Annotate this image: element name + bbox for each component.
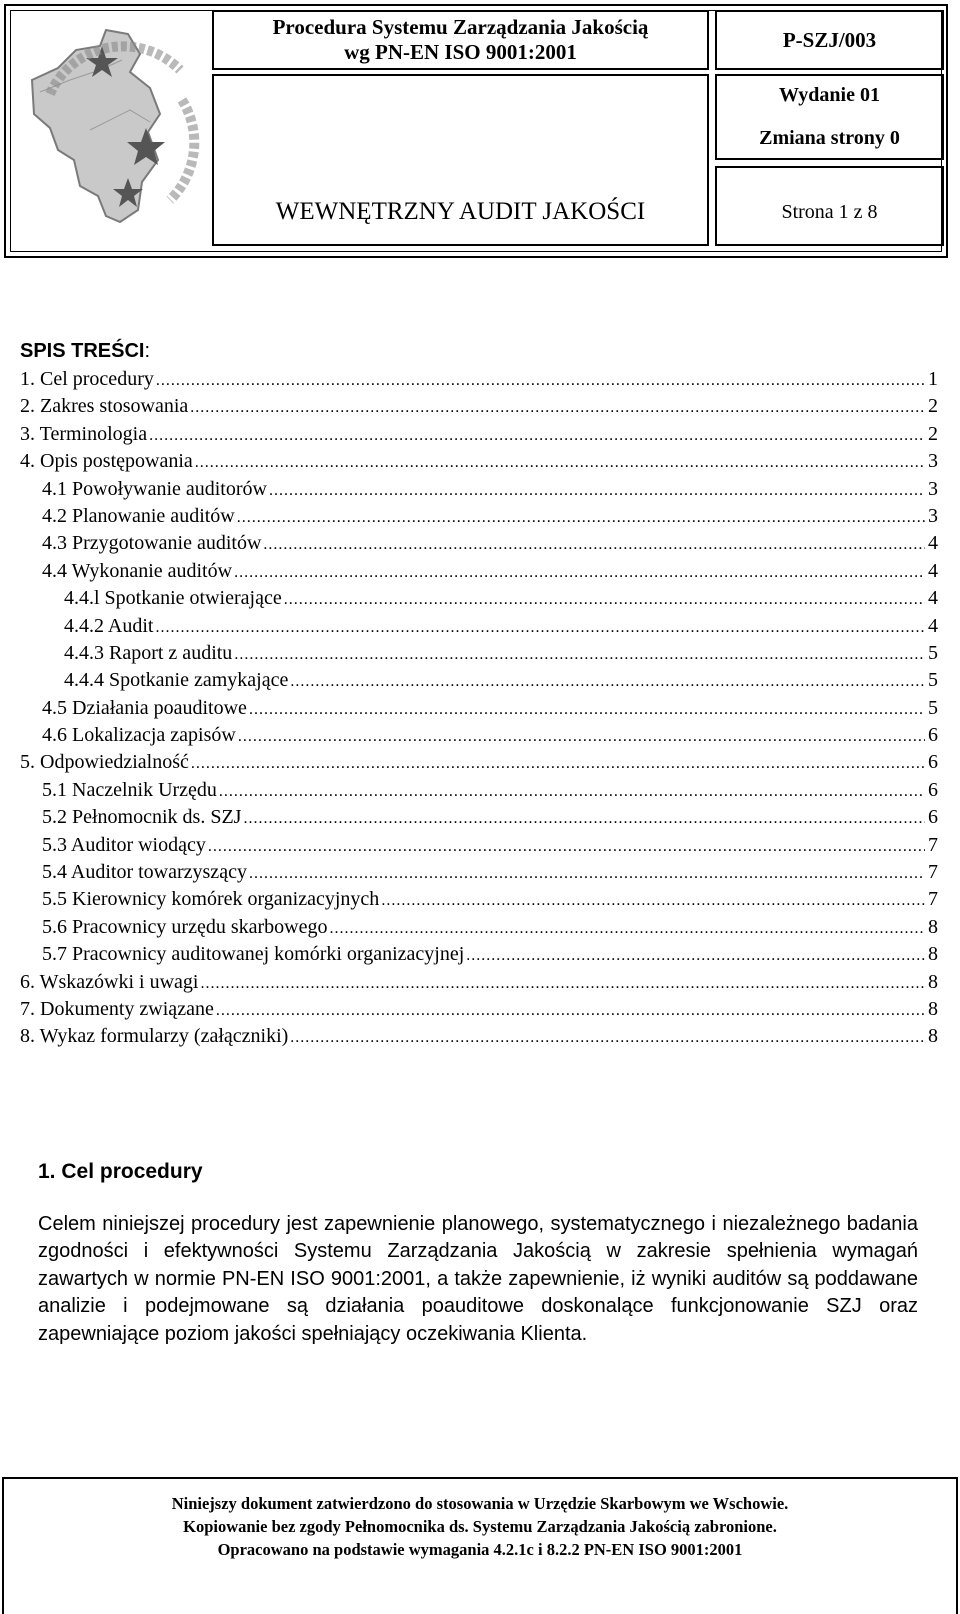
toc-dot-leader <box>249 860 925 887</box>
toc-entry <box>20 914 938 941</box>
toc-entry-page: 4 <box>928 614 938 637</box>
toc-dot-leader <box>219 778 925 805</box>
toc-entry-page: 1 <box>928 368 938 390</box>
footer-line-3: Opracowano na podstawie wymagania 4.2.1c i 8.2.2 PN-EN ISO 9001:2001 <box>217 1540 743 1559</box>
toc-entry <box>20 969 938 996</box>
toc-dot-leader <box>237 504 925 531</box>
procedure-name: WEWNĘTRZNY AUDIT JAKOŚCI <box>212 74 709 246</box>
toc-entry-page: 7 <box>928 861 938 884</box>
toc-entry-page: 2 <box>928 422 938 445</box>
toc-entry-page: 4 <box>928 532 938 555</box>
toc-dot-leader <box>243 805 925 832</box>
toc-entry <box>20 749 938 776</box>
toc-entry-label: 5.2 Pełnomocnik ds. SZJ <box>42 804 243 831</box>
toc-entry-label: 5.1 Naczelnik Urzędu <box>42 777 219 804</box>
toc-entry-page: 2 <box>928 395 938 418</box>
toc-entry-page: 5 <box>928 696 938 719</box>
toc-entry <box>20 476 938 503</box>
toc-dot-leader <box>208 833 925 860</box>
toc-entry-page: 7 <box>928 888 938 911</box>
toc-dot-leader <box>263 531 925 558</box>
toc-dot-leader <box>290 668 925 695</box>
toc-entry-label: 7. Dokumenty związane <box>20 996 216 1023</box>
toc-dot-leader <box>381 887 925 914</box>
procedure-code: P-SZJ/003 <box>715 10 944 70</box>
toc-entry <box>20 421 938 448</box>
toc-entry <box>20 585 938 612</box>
toc-entry-label: 5.4 Auditor towarzyszący <box>42 859 249 886</box>
toc-entry-page: 8 <box>928 970 938 993</box>
toc-entry-label: 5.5 Kierownicy komórek organizacyjnych <box>42 886 381 913</box>
toc-entry <box>20 695 938 722</box>
toc-entry-label: 2. Zakres stosowania <box>20 393 190 420</box>
toc-entry-label: 4.2 Planowanie auditów <box>42 503 237 530</box>
section-heading: 1. Cel procedury <box>38 1160 203 1183</box>
toc-entry-page: 6 <box>928 724 938 747</box>
toc-dot-leader <box>149 422 925 449</box>
toc-entry <box>20 503 938 530</box>
toc-entry <box>20 859 938 886</box>
page-number: Strona 1 z 8 <box>715 166 944 246</box>
toc-entry <box>20 1023 938 1050</box>
edition-label: Wydanie 01 <box>779 84 880 106</box>
toc-entry-page: 6 <box>928 806 938 829</box>
toc-entry <box>20 640 938 667</box>
toc-entry-page: 6 <box>928 778 938 801</box>
toc-entry-label: 1. Cel procedury <box>20 366 156 393</box>
toc-entry-page: 8 <box>928 1025 938 1048</box>
toc-entry-label: 5.3 Auditor wiodący <box>42 832 208 859</box>
toc-entry <box>20 722 938 749</box>
footer-line-1: Niniejszy dokument zatwierdzono do stosowania w Urzędzie Skarbowym we Wschowie. <box>171 1494 789 1513</box>
toc-dot-leader <box>466 942 925 969</box>
toc-dot-leader <box>191 750 925 777</box>
toc-dot-leader <box>156 367 925 394</box>
toc-entry-page: 3 <box>928 504 938 527</box>
toc-title-colon: : <box>144 340 151 362</box>
toc-entry-label: 4.3 Przygotowanie auditów <box>42 530 263 557</box>
footer-line-2: Kopiowanie bez zgody Pełnomocnika ds. Systemu Zarządzania Jakością zabronione. <box>183 1517 777 1536</box>
toc-entry <box>20 393 938 420</box>
toc-entry-page: 5 <box>928 641 938 664</box>
toc-dot-leader <box>290 1024 925 1051</box>
toc-entry-page: 8 <box>928 997 938 1020</box>
toc-entry <box>20 832 938 859</box>
toc-entry-label: 5. Odpowiedzialność <box>20 749 191 776</box>
toc-entry-page: 6 <box>928 751 938 774</box>
toc-title <box>20 340 150 363</box>
toc-entry-label: 4.6 Lokalizacja zapisów <box>42 722 238 749</box>
toc-dot-leader <box>269 477 925 504</box>
toc-dot-leader <box>201 970 926 997</box>
toc-dot-leader <box>329 915 925 942</box>
toc-entry-label: 4.4.2 Audit <box>64 613 155 640</box>
title-line-2: wg PN-EN ISO 9001:2001 <box>344 40 577 64</box>
toc-entry <box>20 448 938 475</box>
table-of-contents <box>20 366 938 1051</box>
office-logo-graphic <box>10 10 208 246</box>
toc-dot-leader <box>238 723 925 750</box>
toc-entry <box>20 996 938 1023</box>
toc-entry-label: 5.7 Pracownicy auditowanej komórki organizacyjnej <box>42 941 466 968</box>
toc-entry <box>20 530 938 557</box>
toc-entry-page: 4 <box>928 587 938 610</box>
toc-entry-label: 4.4.4 Spotkanie zamykające <box>64 667 290 694</box>
toc-dot-leader <box>249 696 925 723</box>
toc-entry-page: 8 <box>928 915 938 938</box>
toc-entry <box>20 804 938 831</box>
procedure-system-title <box>212 10 709 70</box>
toc-dot-leader <box>234 559 925 586</box>
toc-entry-label: 8. Wykaz formularzy (załączniki) <box>20 1023 290 1050</box>
toc-entry <box>20 886 938 913</box>
toc-dot-leader <box>190 394 925 421</box>
toc-entry-label: 5.6 Pracownicy urzędu skarbowego <box>42 914 329 941</box>
edition-cell <box>715 74 944 160</box>
toc-entry-label: 6. Wskazówki i uwagi <box>20 969 201 996</box>
toc-entry <box>20 366 938 393</box>
toc-entry-page: 4 <box>928 559 938 582</box>
toc-entry-page: 3 <box>928 477 938 500</box>
toc-entry-page: 8 <box>928 943 938 966</box>
toc-entry <box>20 613 938 640</box>
toc-entry-label: 4.1 Powoływanie auditorów <box>42 476 269 503</box>
toc-entry-label: 4. Opis postępowania <box>20 448 195 475</box>
toc-entry <box>20 941 938 968</box>
toc-dot-leader <box>284 586 925 613</box>
title-line-1: Procedura Systemu Zarządzania Jakością <box>272 15 649 39</box>
toc-entry-label: 4.4 Wykonanie auditów <box>42 558 234 585</box>
toc-dot-leader <box>234 641 925 668</box>
document-footer <box>2 1477 958 1614</box>
toc-title-text: SPIS TREŚCI <box>20 340 145 362</box>
toc-entry-page: 3 <box>928 450 938 473</box>
toc-entry-label: 4.4.3 Raport z auditu <box>64 640 234 667</box>
toc-dot-leader <box>155 614 925 641</box>
toc-entry-page: 7 <box>928 833 938 856</box>
toc-entry-label: 4.4.l Spotkanie otwierające <box>64 585 284 612</box>
office-logo <box>10 10 208 246</box>
toc-entry <box>20 667 938 694</box>
toc-entry-label: 4.5 Działania poauditowe <box>42 695 249 722</box>
page-change-label: Zmiana strony 0 <box>759 127 900 149</box>
toc-entry-page: 5 <box>928 669 938 692</box>
section-paragraph: Celem niniejszej procedury jest zapewnienie planowego, systematycznego i niezależnego badania zgodności i efektywności Systemu Zarządzania Jakością w zakresie spełnienia wymagań zawartych w normie PN-EN ISO 9001:2001, a także zapewnienie, iż wyniki auditów są poddawane analizie i podejmowane są działania poauditowe doskonalące funkcjonowanie SZJ oraz zapewniające poziom jakości spełniający oczekiwania Klienta. <box>38 1213 918 1345</box>
toc-dot-leader <box>195 449 925 476</box>
toc-entry <box>20 777 938 804</box>
toc-entry <box>20 558 938 585</box>
toc-dot-leader <box>216 997 925 1024</box>
toc-entry-label: 3. Terminologia <box>20 421 149 448</box>
